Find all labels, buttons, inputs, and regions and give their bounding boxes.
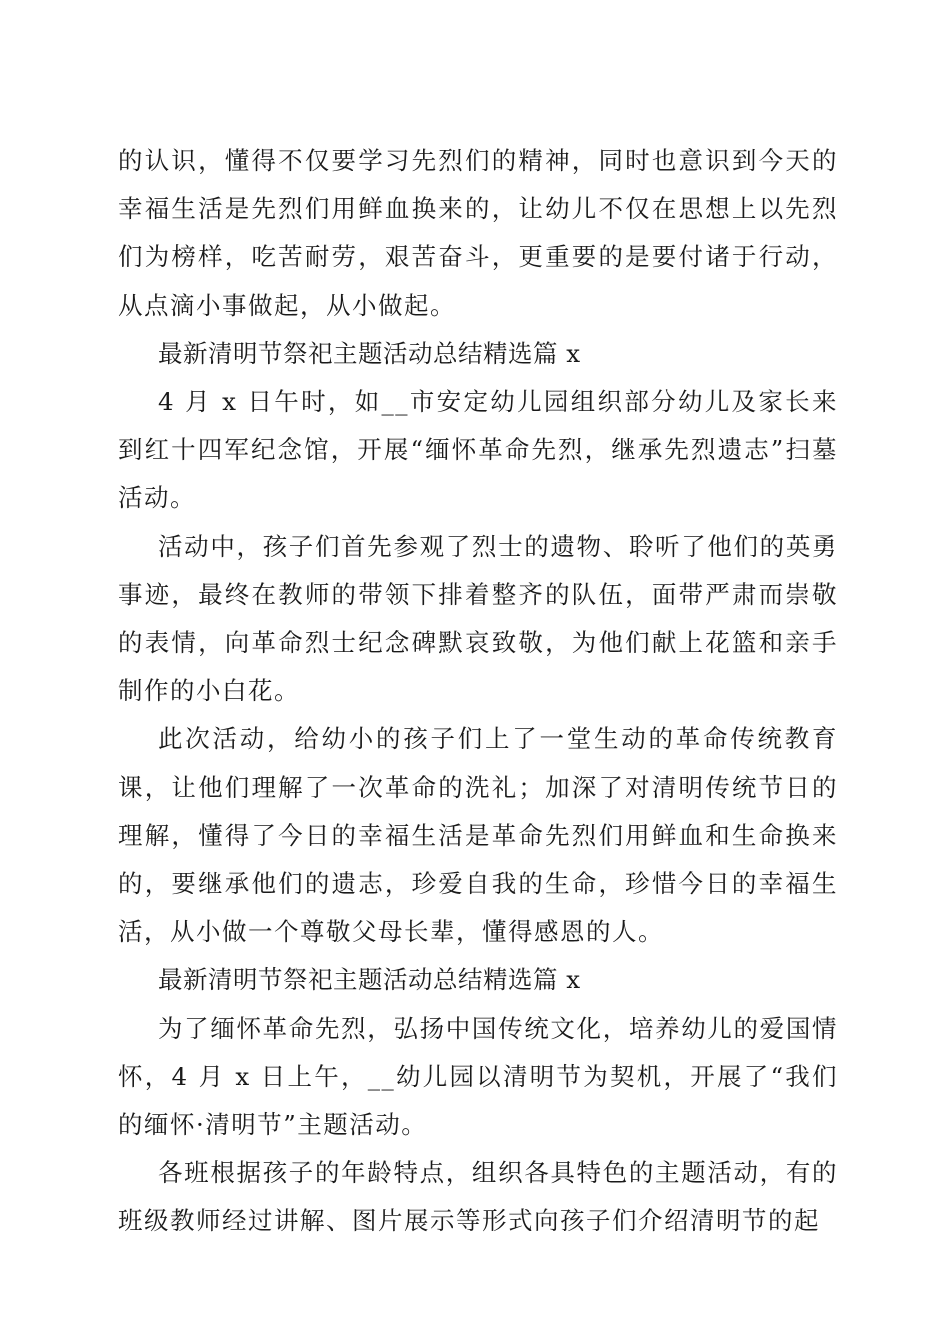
paragraph: 此次活动，给幼小的孩子们上了一堂生动的革命传统教育课，让他们理解了一次革命的洗礼；加深了对清明传统节日的理解，懂得了今日的幸福生活是革命先烈们用鲜血和生命换来的，要继承他们的遗志，珍爱自我的生命，珍惜今日的幸福生活，从小做一个尊敬父母长辈，懂得感恩的人。 (118, 724, 838, 947)
paragraph: 为了缅怀革命先烈，弘扬中国传统文化，培养幼儿的爱国情怀，4 月 x 日上午，__幼儿园以清明节为契机，开展了“我们的缅怀·清明节”主题活动。 (118, 1013, 838, 1140)
section-heading: 最新清明节祭祀主题活动总结精选篇 x (158, 338, 581, 368)
paragraph: 4 月 x 日午时，如__市安定幼儿园组织部分幼儿及家长来到红十四军纪念馆，开展“缅怀革命先烈，继承先烈遗志”扫墓活动。 (118, 387, 838, 513)
section-heading: 最新清明节祭祀主题活动总结精选篇 x (158, 965, 581, 995)
paragraph-continuation: 的认识，懂得不仅要学习先烈们的精神，同时也意识到今天的幸福生活是先烈们用鲜血换来的，让幼儿不仅在思想上以先烈们为榜样，吃苦耐劳，艰苦奋斗，更重要的是要付诸于行动，从点滴小事做起，从小做起。 (118, 146, 838, 320)
document-body (118, 137, 838, 1246)
paragraph: 各班根据孩子的年龄特点，组织各具特色的主题活动，有的班级教师经过讲解、图片展示等形式向孩子们介绍清明节的起 (118, 1158, 838, 1236)
paragraph: 活动中，孩子们首先参观了烈士的遗物、聆听了他们的英勇事迹，最终在教师的带领下排着整齐的队伍，面带严肃而崇敬的表情，向革命烈士纪念碑默哀致敬，为他们献上花篮和亲手制作的小白花。 (118, 531, 838, 706)
